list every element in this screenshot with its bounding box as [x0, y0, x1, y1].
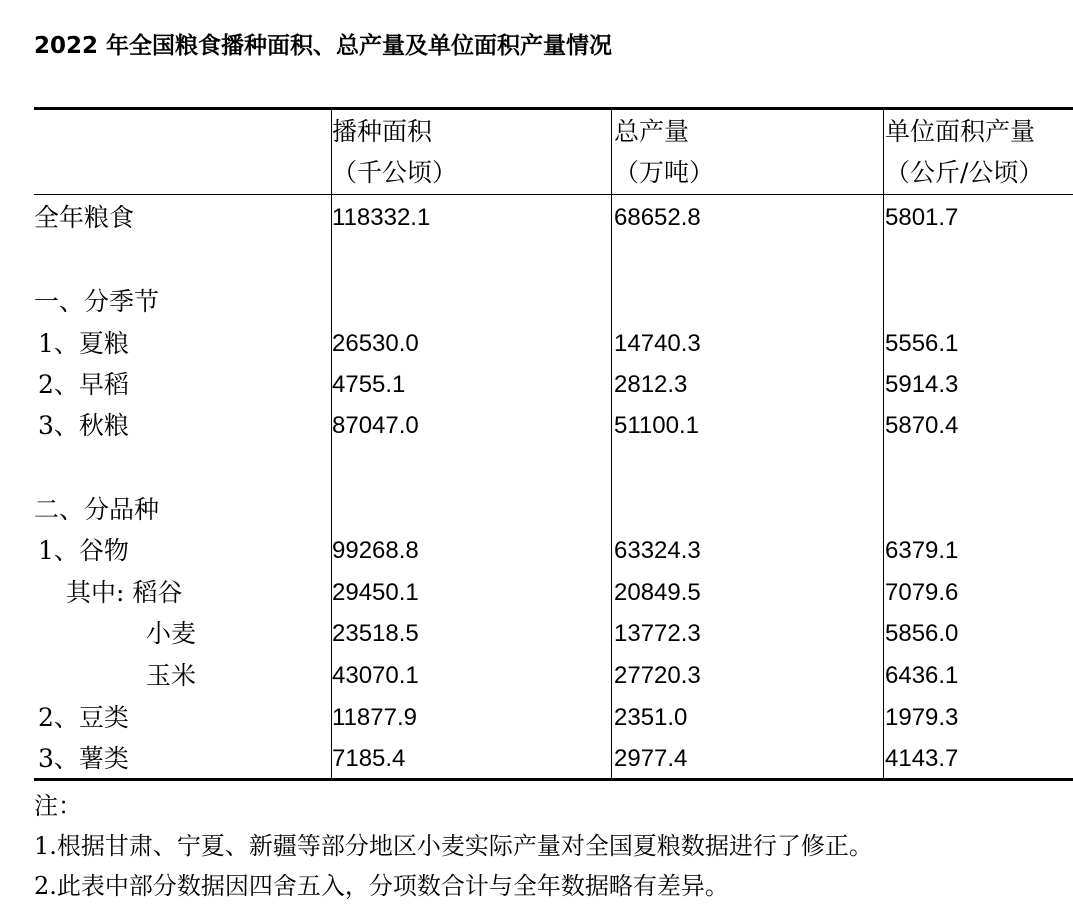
table-title: 2022 年全国粮食播种面积、总产量及单位面积产量情况	[34, 33, 613, 59]
area-value: 99268.8	[332, 537, 419, 564]
output-value: 2812.3	[614, 371, 688, 398]
header-output-unit: （万吨）	[614, 158, 715, 187]
output-value: 68652.8	[614, 204, 701, 231]
header-area-unit: （千公顷）	[332, 158, 458, 187]
header-output-label: 总产量	[614, 117, 690, 146]
table-row	[34, 530, 1073, 571]
table-row	[34, 281, 1073, 322]
output-value: 2351.0	[614, 704, 688, 731]
output-value: 14740.3	[614, 330, 701, 357]
table-row	[34, 405, 1073, 446]
note-item: 1.根据甘肃、宁夏、新疆等部分地区小麦实际产量对全国夏粮数据进行了修正。	[34, 832, 873, 860]
yield-value: 5856.0	[885, 620, 959, 647]
area-value: 43070.1	[332, 662, 419, 689]
row-label: 其中: 稻谷	[66, 578, 183, 607]
table-row	[34, 613, 1073, 654]
row-label: 小麦	[146, 619, 197, 648]
area-value: 23518.5	[332, 620, 419, 647]
note-item: 2.此表中部分数据因四舍五入，分项数合计与全年数据略有差异。	[34, 872, 729, 900]
header-yield-unit: （公斤/公顷）	[885, 158, 1044, 187]
output-value: 20849.5	[614, 579, 701, 606]
table-row	[34, 655, 1073, 696]
table-row	[34, 323, 1073, 364]
table-row	[34, 572, 1073, 613]
notes-section	[34, 786, 873, 906]
yield-value: 6436.1	[885, 662, 959, 689]
yield-value: 5914.3	[885, 371, 959, 398]
header-yield-label: 单位面积产量	[885, 117, 1036, 146]
row-label: 3、薯类	[38, 744, 129, 773]
area-value: 118332.1	[332, 204, 431, 231]
area-value: 4755.1	[332, 371, 406, 398]
row-label: 玉米	[146, 661, 197, 690]
yield-value: 7079.6	[885, 579, 959, 606]
yield-value: 1979.3	[885, 704, 959, 731]
output-value: 27720.3	[614, 662, 701, 689]
table-row	[34, 738, 1073, 779]
yield-value: 5870.4	[885, 412, 959, 439]
row-label: 2、早稻	[38, 370, 129, 399]
row-label: 全年粮食	[34, 203, 135, 232]
area-value: 29450.1	[332, 579, 419, 606]
area-value: 26530.0	[332, 330, 419, 357]
header-bottom-rule	[34, 194, 1073, 195]
row-label: 1、夏粮	[38, 329, 129, 358]
output-value: 13772.3	[614, 620, 701, 647]
yield-value: 6379.1	[885, 537, 959, 564]
notes-heading: 注：	[34, 792, 82, 820]
section-label: 一、分季节	[34, 287, 160, 316]
table-row	[34, 489, 1073, 530]
table-top-rule	[34, 107, 1073, 110]
table-row	[34, 197, 1073, 238]
area-value: 87047.0	[332, 412, 419, 439]
row-label: 1、谷物	[38, 536, 129, 565]
area-value: 7185.4	[332, 745, 406, 772]
output-value: 51100.1	[614, 412, 699, 439]
yield-value: 4143.7	[885, 745, 959, 772]
table-row	[34, 697, 1073, 738]
grain-table	[34, 107, 1073, 782]
row-label: 3、秋粮	[38, 411, 129, 440]
yield-value: 5556.1	[885, 330, 959, 357]
section-label: 二、分品种	[34, 495, 160, 524]
output-value: 63324.3	[614, 537, 701, 564]
header-area-label: 播种面积	[332, 117, 433, 146]
row-label: 2、豆类	[38, 703, 129, 732]
output-value: 2977.4	[614, 745, 688, 772]
area-value: 11877.9	[332, 704, 417, 731]
yield-value: 5801.7	[885, 204, 959, 231]
table-row	[34, 364, 1073, 405]
